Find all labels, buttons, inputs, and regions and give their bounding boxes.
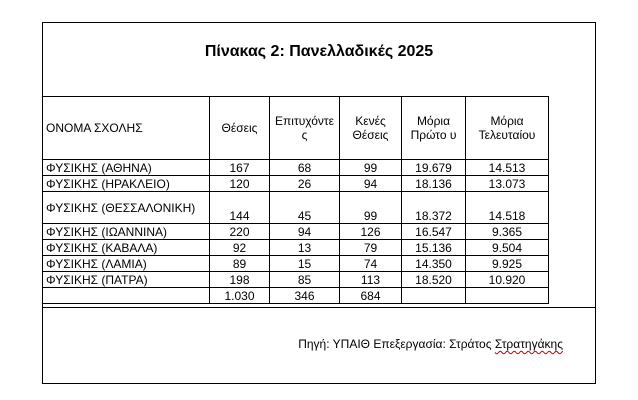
table-row <box>43 160 549 176</box>
source-author-last: Στρατηγάκης <box>494 337 563 351</box>
first-points-value: 15.136 <box>402 240 466 256</box>
totals-label <box>43 288 210 304</box>
empty-seats-value: 126 <box>340 224 402 240</box>
school-name: ΦΥΣΙΚΗΣ (ΙΩΑΝΝΙΝΑ) <box>43 224 210 240</box>
school-name: ΦΥΣΙΚΗΣ (ΚΑΒΑΛΑ) <box>43 240 210 256</box>
last-points-value: 13.073 <box>466 176 549 192</box>
document-frame <box>42 22 596 384</box>
seats-value: 198 <box>210 272 270 288</box>
successful-value: 94 <box>270 224 340 240</box>
table-header-row <box>43 97 549 160</box>
successful-value: 85 <box>270 272 340 288</box>
seats-value: 144 <box>210 192 270 224</box>
last-points-value: 9.925 <box>466 256 549 272</box>
header-seats: Θέσεις <box>210 97 270 160</box>
empty-seats-value: 74 <box>340 256 402 272</box>
last-points-value: 14.518 <box>466 192 549 224</box>
header-first-points: Μόρια Πρώτο υ <box>402 97 466 160</box>
school-name: ΦΥΣΙΚΗΣ (ΛΑΜΙΑ) <box>43 256 210 272</box>
school-name: ΦΥΣΙΚΗΣ (ΘΕΣΣΑΛΟΝΙΚΗ) <box>43 192 210 224</box>
last-points-value: 9.365 <box>466 224 549 240</box>
footer-divider <box>43 307 595 308</box>
school-name: ΦΥΣΙΚΗΣ (ΗΡΑΚΛΕΙΟ) <box>43 176 210 192</box>
source-note <box>298 337 563 351</box>
table-row <box>43 176 549 192</box>
successful-value: 15 <box>270 256 340 272</box>
school-name: ΦΥΣΙΚΗΣ (ΠΑΤΡΑ) <box>43 272 210 288</box>
seats-value: 167 <box>210 160 270 176</box>
table-totals-row <box>43 288 549 304</box>
source-prefix: Πηγή: ΥΠΑΙΘ Επεξεργασία: Στράτος <box>298 337 495 351</box>
first-points-value: 14.350 <box>402 256 466 272</box>
total-empty-seats: 684 <box>340 288 402 304</box>
successful-value: 26 <box>270 176 340 192</box>
header-school-name: ΟΝΟΜΑ ΣΧΟΛΗΣ <box>43 97 210 160</box>
first-points-value: 18.136 <box>402 176 466 192</box>
first-points-value: 18.520 <box>402 272 466 288</box>
table-title: Πίνακας 2: Πανελλαδικές 2025 <box>204 43 434 60</box>
total-successful: 346 <box>270 288 340 304</box>
school-name: ΦΥΣΙΚΗΣ (ΑΘΗΝΑ) <box>43 160 210 176</box>
last-points-value: 10.920 <box>466 272 549 288</box>
header-successful: Επιτυχόντε ς <box>270 97 340 160</box>
last-points-value: 14.513 <box>466 160 549 176</box>
total-seats: 1.030 <box>210 288 270 304</box>
header-last-points: Μόρια Τελευταίου <box>466 97 549 160</box>
empty-seats-value: 99 <box>340 160 402 176</box>
seats-value: 220 <box>210 224 270 240</box>
first-points-value: 16.547 <box>402 224 466 240</box>
successful-value: 45 <box>270 192 340 224</box>
seats-value: 120 <box>210 176 270 192</box>
table-row <box>43 240 549 256</box>
table-row <box>43 224 549 240</box>
seats-value: 92 <box>210 240 270 256</box>
empty-seats-value: 94 <box>340 176 402 192</box>
table-row <box>43 192 549 224</box>
total-first-points <box>402 288 466 304</box>
successful-value: 68 <box>270 160 340 176</box>
last-points-value: 9.504 <box>466 240 549 256</box>
results-table <box>42 96 549 304</box>
seats-value: 89 <box>210 256 270 272</box>
empty-seats-value: 99 <box>340 192 402 224</box>
successful-value: 13 <box>270 240 340 256</box>
empty-seats-value: 79 <box>340 240 402 256</box>
first-points-value: 19.679 <box>402 160 466 176</box>
total-last-points <box>466 288 549 304</box>
empty-seats-value: 113 <box>340 272 402 288</box>
header-empty-seats: Κενές Θέσεις <box>340 97 402 160</box>
first-points-value: 18.372 <box>402 192 466 224</box>
table-row <box>43 272 549 288</box>
table-row <box>43 256 549 272</box>
